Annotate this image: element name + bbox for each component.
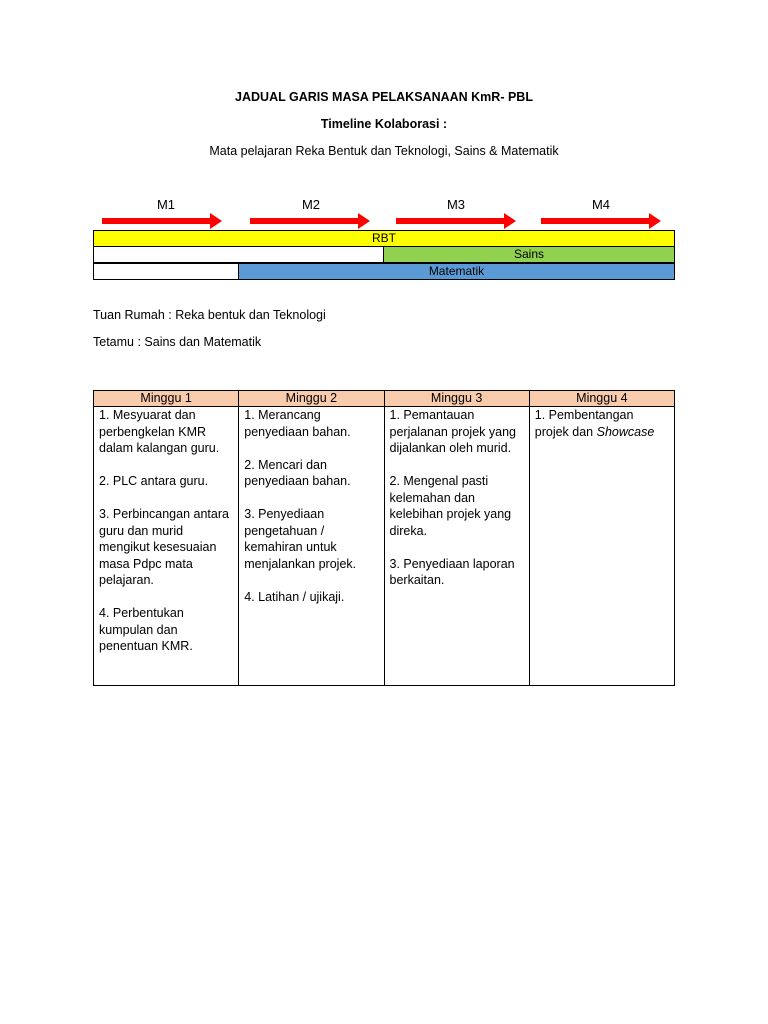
bar-sains-empty [93, 246, 384, 263]
arrow-m2-icon [250, 213, 370, 229]
document-subtitle: Timeline Kolaborasi : [320, 117, 448, 131]
cell-minggu-3 [384, 407, 529, 686]
table-header-row [94, 391, 675, 407]
header-minggu-3: Minggu 3 [384, 391, 529, 407]
table-row [94, 407, 675, 686]
task-item: 4. Latihan / ujikaji. [244, 589, 345, 604]
bar-rbt: RBT [93, 230, 675, 247]
task-item: 2. Mengenal pasti kelemahan dan kelebihan projek yang direka. [389, 474, 512, 538]
task-emphasis: Showcase [596, 424, 655, 439]
bar-matematik-empty [93, 263, 239, 280]
arrow-m1-icon [102, 213, 222, 229]
arrow-m3-icon [396, 213, 516, 229]
arrow-m4-icon [541, 213, 661, 229]
task-item: 2. PLC antara guru. [99, 474, 209, 488]
document-title: JADUAL GARIS MASA PELAKSANAAN KmR- PBL [235, 90, 533, 104]
cell-minggu-1 [94, 407, 239, 686]
header-minggu-4: Minggu 4 [529, 391, 674, 407]
cell-minggu-4 [529, 407, 674, 686]
header-minggu-2: Minggu 2 [239, 391, 384, 407]
cell-minggu-2 [239, 407, 384, 686]
month-label-m2: M2 [301, 197, 321, 212]
weekly-schedule-table [93, 390, 675, 686]
task-item: 3. Penyediaan pengetahuan / kemahiran untuk menjalankan projek. [244, 507, 357, 571]
header-minggu-1: Minggu 1 [94, 391, 239, 407]
task-item: 1. Mesyuarat dan perbengkelan KMR dalam kalangan guru. [99, 408, 220, 455]
subjects-line: Mata pelajaran Reka Bentuk dan Teknologi, Sains & Matematik [209, 144, 559, 158]
month-label-m4: M4 [591, 197, 611, 212]
task-item: 3. Penyediaan laporan berkaitan. [389, 556, 515, 587]
month-label-m3: M3 [446, 197, 466, 212]
guest-line: Tetamu : Sains dan Matematik [93, 335, 262, 349]
task-text: 1. Pembentangan projek dan [534, 408, 634, 439]
task-item: 3. Perbincangan antara guru dan murid mengikut kesesuaian masa Pdpc mata pelajaran. [99, 507, 229, 587]
month-label-m1: M1 [156, 197, 176, 212]
bar-matematik: Matematik [238, 263, 675, 280]
task-item: 1. Merancang penyediaan bahan. [244, 408, 351, 439]
bar-sains: Sains [383, 246, 675, 263]
task-item: 1. Pemantauan perjalanan projek yang dijalankan oleh murid. [389, 408, 516, 455]
task-item: 2. Mencari dan penyediaan bahan. [244, 457, 351, 488]
task-item [535, 407, 669, 440]
host-line: Tuan Rumah : Reka bentuk dan Teknologi [93, 308, 326, 322]
task-item: 4. Perbentukan kumpulan dan penentuan KMR. [99, 606, 193, 653]
